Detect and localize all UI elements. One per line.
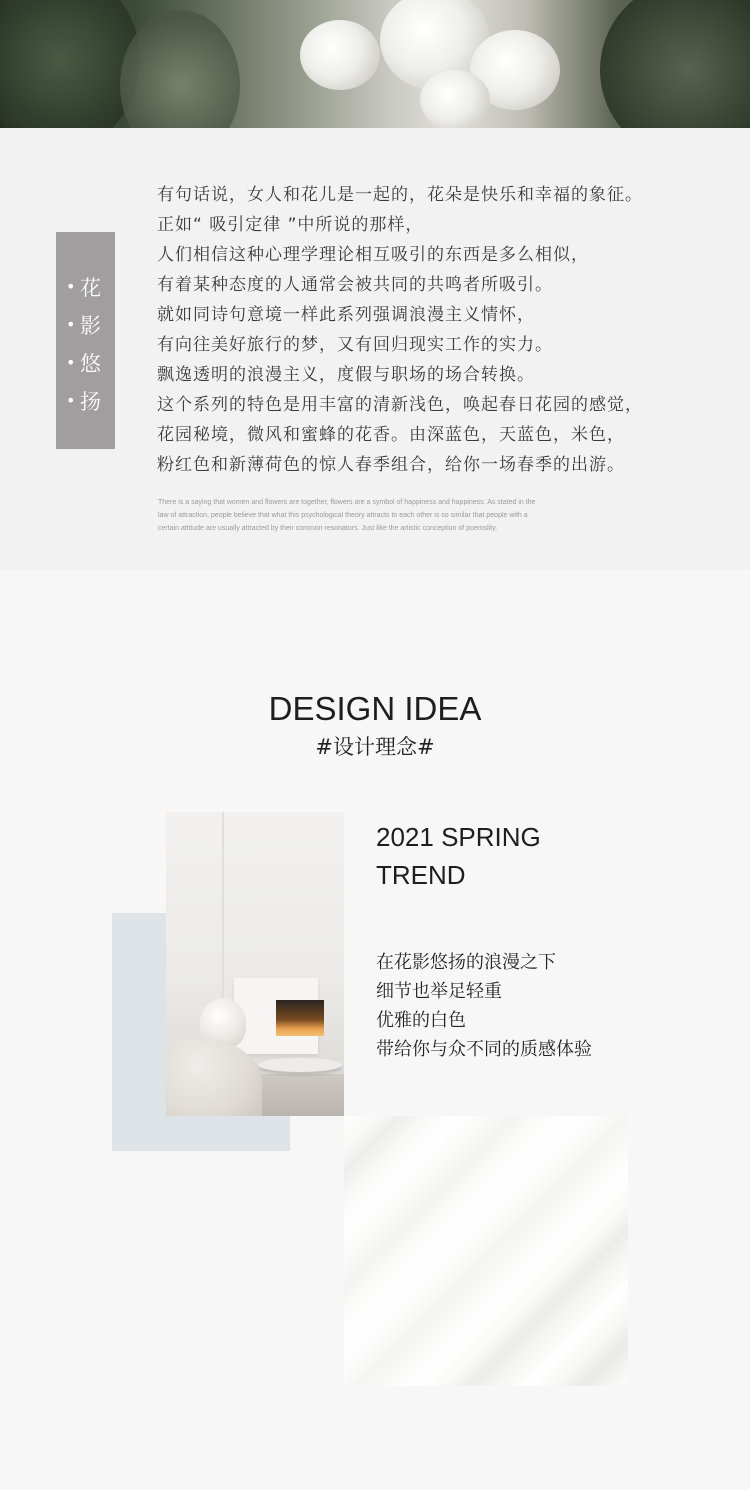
fabric-sheen <box>344 1116 628 1386</box>
design-idea-subtitle: #设计理念# <box>315 735 435 759</box>
poem-line: 花园秘境，微风和蜜蜂的花香。由深蓝色，天蓝色，米色， <box>157 425 625 445</box>
english-note-line: There is a saying that women and flowers are together, flowers are a symbol of happiness and happiness. As stated in the <box>158 499 536 506</box>
side-tag-item <box>56 306 115 344</box>
poem-line: 这个系列的特色是用丰富的清新浅色，唤起春日花园的感觉， <box>157 395 643 415</box>
poem-line: 飘逸透明的浪漫主义，度假与职场的场合转换。 <box>157 365 535 385</box>
side-tag <box>56 232 115 449</box>
english-note-line: certain attitude are usually attracted by their common resonators. Just like the artistic conception of poemslity. <box>158 525 498 532</box>
bullet-dot-icon: • <box>66 353 76 372</box>
room-photo <box>166 812 344 1116</box>
trend-line: 在花影悠扬的浪漫之下 <box>376 952 556 973</box>
fabric-photo <box>344 1116 628 1386</box>
side-tag-char: 花 <box>80 276 101 300</box>
poem-text <box>157 180 717 480</box>
side-tag-char: 扬 <box>80 390 101 414</box>
trend-title-line: TREND <box>376 860 466 890</box>
poem-line: 就如同诗句意境一样此系列强调浪漫主义情怀， <box>157 305 535 325</box>
poem-line: 人们相信这种心理学理论相互吸引的东西是多么相似， <box>157 245 589 265</box>
english-note-line: law of attraction, people believe that what this psychological theory attracts to each other is so similar that people with a <box>158 512 528 519</box>
trend-title <box>376 818 541 894</box>
side-tag-item <box>56 382 115 420</box>
trend-line: 细节也举足轻重 <box>376 981 502 1002</box>
poem-line: 有向往美好旅行的梦，又有回归现实工作的实力。 <box>157 335 553 355</box>
side-tag-char: 悠 <box>80 352 101 376</box>
english-note <box>158 496 658 535</box>
fire <box>276 1000 324 1036</box>
poem-line: 粉红色和新薄荷色的惊人春季组合，给你一场春季的出游。 <box>157 455 625 475</box>
trend-line: 带给你与众不同的质感体验 <box>376 1039 592 1060</box>
side-tag-item <box>56 344 115 382</box>
trend-description <box>376 948 592 1064</box>
trend-line: 优雅的白色 <box>376 1010 466 1031</box>
bullet-dot-icon: • <box>66 277 76 296</box>
poem-line: 正如“ 吸引定律 ”中所说的那样， <box>157 215 424 235</box>
side-tag-char: 影 <box>80 314 101 338</box>
design-idea-title: DESIGN IDEA <box>268 690 482 727</box>
bullet-dot-icon: • <box>66 315 76 334</box>
intro-section <box>0 128 750 570</box>
bullet-dot-icon: • <box>66 391 76 410</box>
trend-title-line: 2021 SPRING <box>376 822 541 852</box>
poem-line: 有句话说，女人和花儿是一起的，花朵是快乐和幸福的象征。 <box>157 185 643 205</box>
hero-garden-photo <box>0 0 750 128</box>
poem-line: 有着某种态度的人通常会被共同的共鸣者所吸引。 <box>157 275 553 295</box>
side-tag-item <box>56 268 115 306</box>
coffee-table <box>258 1058 342 1072</box>
